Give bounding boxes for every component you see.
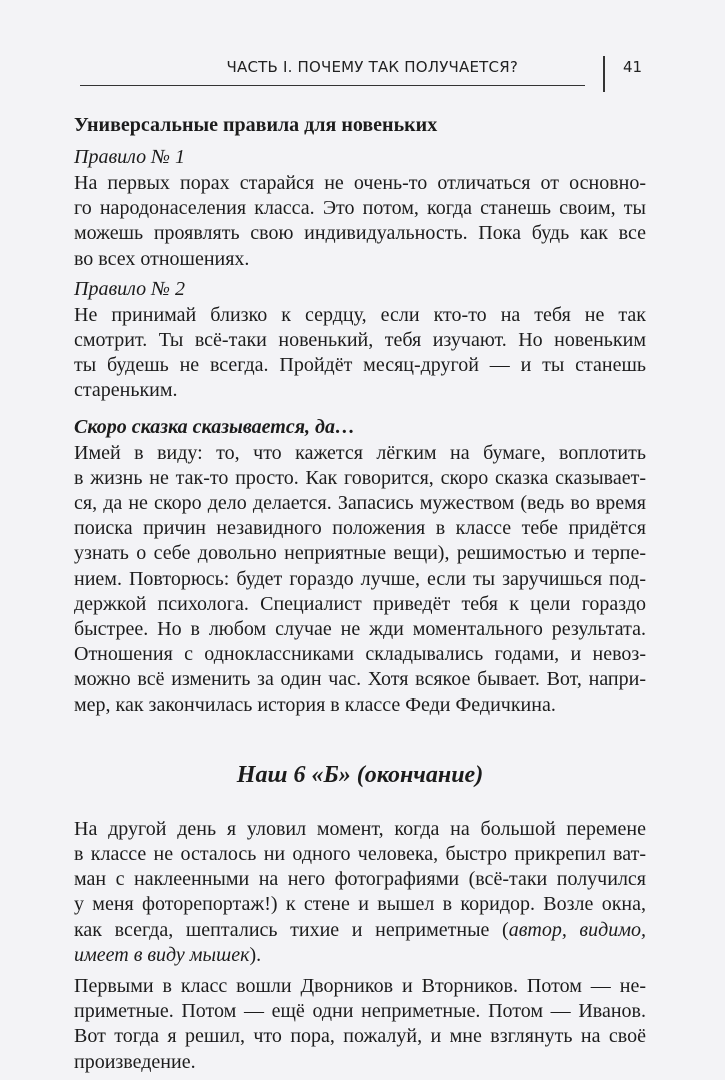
text-line: стареньким.	[74, 379, 178, 402]
rule-1-text	[74, 171, 646, 272]
text-line: На первых порах старайся не очень-то отличаться от основно-	[74, 172, 646, 194]
rule-2-label: Правило № 2	[74, 277, 185, 300]
text-line: можешь проявлять свою индивидуальность. Пока будь как все	[74, 222, 646, 245]
text-line: На другой день я уловил момент, когда на большой перемене	[74, 817, 646, 840]
page-number: 41	[623, 58, 643, 76]
text-line: нием. Повторюсь: будет гораздо лучше, если ты заручишься под-	[74, 567, 646, 590]
text-line: ты будешь не всегда. Пройдёт месяц-другой — и ты станешь	[74, 354, 646, 377]
story-paragraph-1	[74, 817, 646, 968]
text-fragment: как всегда, шептались тихие и неприметные (	[74, 918, 509, 941]
text-line: держкой психолога. Специалист приведёт тебя к цели гораздо	[74, 592, 646, 615]
page-body	[74, 112, 646, 1075]
text-line: приметные. Потом — ещё одни неприметные. Потом — Иванов.	[74, 1000, 646, 1023]
text-line: быстрее. Но в любом случае не жди моментального результата.	[74, 618, 646, 641]
running-head: ЧАСТЬ I. ПОЧЕМУ ТАК ПОЛУЧАЕТСЯ?	[226, 58, 518, 76]
text-line: произведение.	[74, 1050, 196, 1073]
rule-1-label: Правило № 1	[74, 146, 185, 168]
text-line: Первыми в класс вошли Дворников и Вторников. Потом — не-	[74, 975, 646, 998]
text-line: поиска причин незавидного положения в классе тебе придётся	[74, 517, 646, 540]
text-line: у меня фоторепортаж!) к стене и вышел в коридор. Возле окна,	[74, 893, 646, 916]
rule-2-text	[74, 303, 646, 404]
text-line: можно всё изменить за один час. Хотя всякое бывает. Вот, напри-	[74, 668, 646, 691]
tale-text	[74, 441, 646, 718]
text-line: ся, да не скоро дело делается. Запасись мужеством (ведь во время	[74, 492, 646, 515]
header-rule	[80, 85, 585, 86]
text-line: Не принимай близко к сердцу, если кто-то на тебя не так	[74, 303, 646, 326]
text-line: мер, как закончилась история в классе Феди Федичкина.	[74, 693, 556, 716]
story-title: Наш 6 «Б» (окончание)	[236, 761, 484, 788]
text-line: в классе не осталось ни одного человека, быстро прикрепил ват-	[74, 843, 646, 866]
text-line: смотрит. Ты всё-таки новенький, тебя изучают. Но новеньким	[74, 329, 646, 352]
text-fragment: ).	[249, 943, 262, 966]
header-separator	[603, 56, 605, 92]
text-line: ман с наклеенными на него фотографиями (всё-таки получился	[74, 868, 646, 891]
page-header	[78, 58, 658, 92]
tale-subheading: Скоро сказка сказывается, да…	[74, 415, 355, 438]
text-line: Отношения с одноклассниками складывались годами, и невоз-	[74, 643, 646, 666]
story-paragraph-2	[74, 974, 646, 1075]
italic-fragment: автор, видимо,	[508, 918, 646, 941]
story-section	[74, 760, 646, 1075]
text-line: Имей в виду: то, что кажется лёгким на бумаге, воплотить	[74, 441, 646, 464]
text-line: во всех отношениях.	[74, 247, 250, 270]
text-line: го народонаселения класса. Это потом, когда станешь своим, ты	[74, 197, 646, 220]
italic-fragment: имеет в виду мышек	[74, 943, 250, 966]
text-line	[74, 943, 646, 968]
text-line	[74, 918, 646, 943]
tale-section	[74, 414, 646, 718]
text-line: узнать о себе довольно неприятные вещи), решимостью и терпе-	[74, 542, 646, 565]
text-line: Вот тогда я решил, что пора, пожалуй, и мне взглянуть на своё	[74, 1025, 646, 1048]
text-line: в жизнь не так-то просто. Как говорится, скоро сказка сказывает-	[74, 466, 646, 489]
rules-heading: Универсальные правила для новеньких	[74, 114, 438, 136]
rules-section	[74, 112, 646, 404]
